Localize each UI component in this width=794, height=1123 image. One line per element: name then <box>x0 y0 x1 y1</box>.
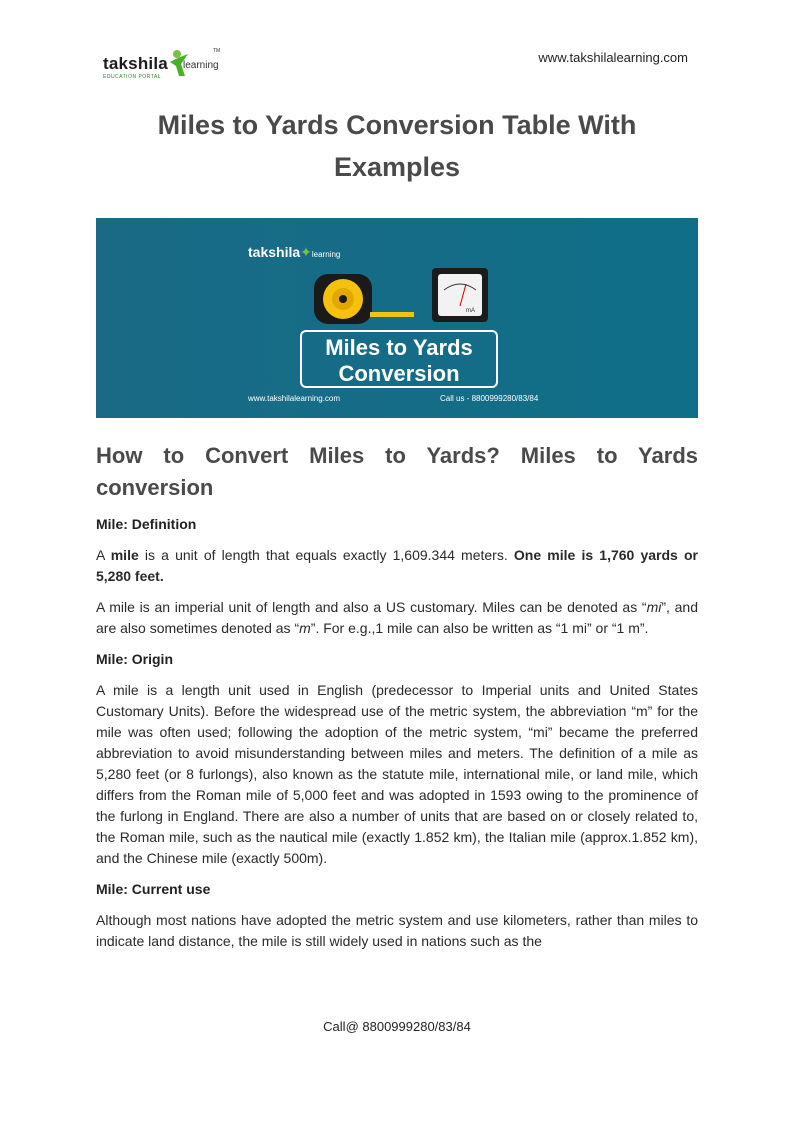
page-title: Miles to Yards Conversion Table With Examples <box>157 110 637 182</box>
meter-label: mA <box>466 308 475 314</box>
banner-logo <box>248 244 340 261</box>
banner-logo-small: learning <box>311 250 341 259</box>
ammeter-icon <box>432 268 488 322</box>
banner-heading-line1: Miles to Yards <box>325 335 473 360</box>
section-heading: How to Convert Miles to Yards? Miles to Yards conversion <box>96 443 698 500</box>
origin-paragraph: A mile is a length unit used in English (predecessor to Imperial units and United States Customary Units). Before the widespread use of the metric system, the abbreviation “m” for the mile was often used; following the adoption of the metric system, “mi” became the preferred abbreviation to avoid misunderstanding between miles and meters. The definition of a mile as 5,280 feet (or 8 furlongs), also known as the statute mile, international mile, or land mile, which differs from the Roman mile of 5,000 feet and was adopted in 1593 owing to the prominence of the furlong in England. There are also a number of units that are based on or closely related to, the Roman mile, such as the nautical mile (exactly 1.852 km), the Italian mile (approx.1.852 km), and the Chinese mile (exactly 500m). <box>96 682 698 866</box>
site-url[interactable]: www.takshilalearning.com <box>538 50 688 65</box>
current-use-heading: Mile: Current use <box>96 881 211 897</box>
current-use-paragraph: Although most nations have adopted the metric system and use kilometers, rather than miles to indicate land distance, the mile is still widely used in nations such as the <box>96 912 698 949</box>
banner-logo-figure-icon: ✦ <box>300 244 312 260</box>
banner-image <box>96 218 698 418</box>
logo-tagline: EDUCATION PORTAL <box>103 74 162 80</box>
origin-heading: Mile: Origin <box>96 651 173 667</box>
banner-heading-box <box>300 330 498 388</box>
banner-logo-text: takshila <box>248 244 301 260</box>
footer-call: Call@ 8800999280/83/84 <box>323 1019 471 1034</box>
logo-tm: TM <box>213 48 221 54</box>
definition-heading: Mile: Definition <box>96 516 197 532</box>
tape-measure-icon <box>306 272 416 328</box>
banner-call: Call us - 8800999280/83/84 <box>440 394 539 403</box>
logo-text: takshila <box>103 54 168 73</box>
takshila-logo[interactable] <box>103 48 223 84</box>
article-body <box>96 514 698 962</box>
definition-paragraph-2: A mile is an imperial unit of length and also a US customary. Miles can be denoted as “mi”, and are also sometimes denoted as “m”. For e.g.,1 mile can also be written as “1 mi” or “1 m”. <box>96 599 698 636</box>
banner-heading-line2: Conversion <box>338 361 460 386</box>
banner-url: www.takshilalearning.com <box>248 394 341 403</box>
definition-paragraph-1: A mile is a unit of length that equals exactly 1,609.344 meters. One mile is 1,760 yards or 5,280 feet. <box>96 547 698 584</box>
logo-small-text: learning <box>183 60 219 71</box>
